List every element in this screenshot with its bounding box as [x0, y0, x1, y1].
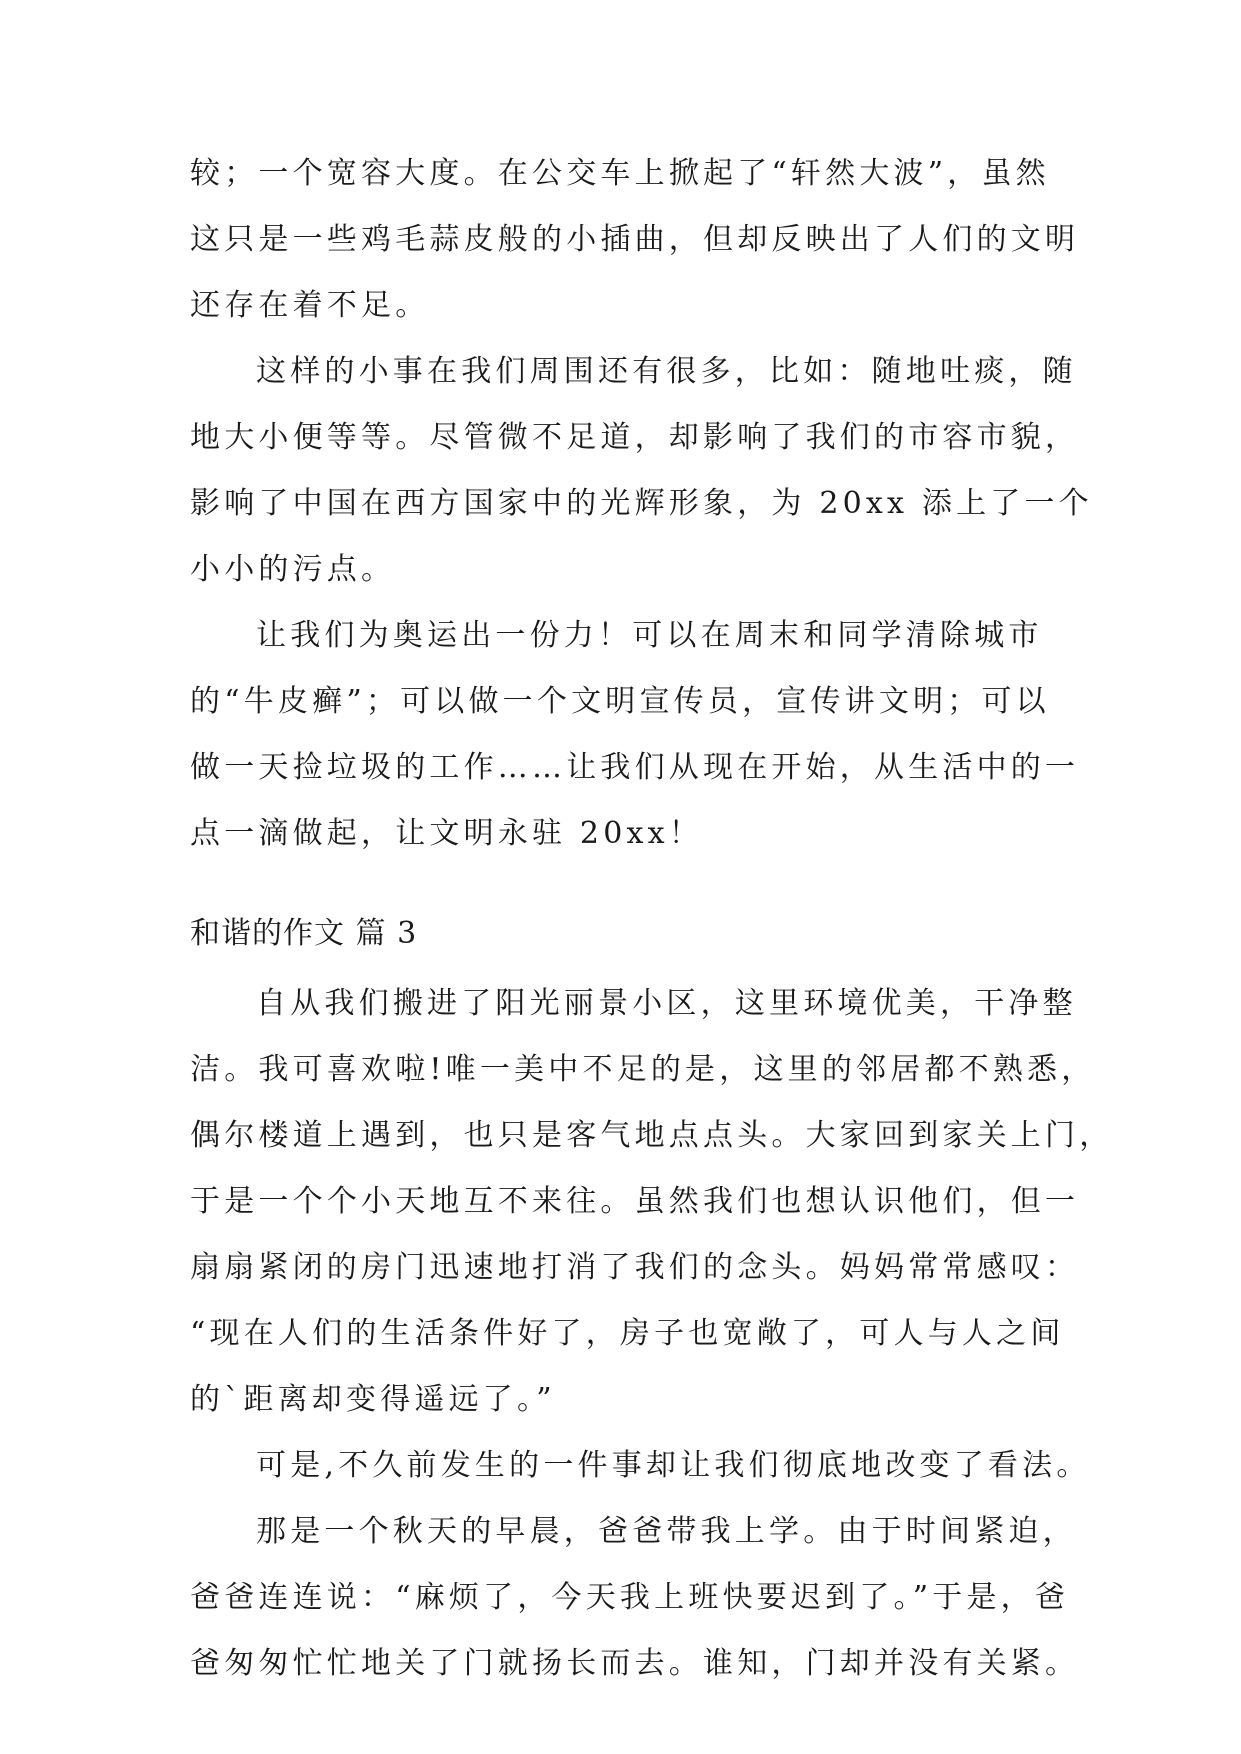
paragraph-line: 可是,不久前发生的一件事却让我们彻底地改变了看法。 — [256, 1448, 1091, 1483]
paragraph-line: 让我们为奥运出一份力！可以在周末和同学清除城市 — [256, 618, 1043, 653]
paragraph-line: 影响了中国在西方国家中的光辉形象，为 20xx 添上了一个 — [190, 486, 1093, 521]
paragraph-line: 爸匆匆忙忙地关了门就扬长而去。谁知，门却并没有关紧。 — [190, 1646, 1080, 1681]
paragraph-line: 自从我们搬进了阳光丽景小区，这里环境优美，干净整 — [256, 986, 1077, 1021]
paragraph-line: 小小的污点。 — [190, 552, 396, 587]
paragraph-line: 点一滴做起，让文明永驻 20xx！ — [190, 816, 703, 851]
paragraph-line: 地大小便等等。尽管微不足道，却影响了我们的市容市貌， — [190, 420, 1080, 455]
paragraph-line: 于是一个个小天地互不来往。虽然我们也想认识他们，但一 — [190, 1184, 1080, 1219]
paragraph-line: 扇扇紧闭的房门迅速地打消了我们的念头。妈妈常常感叹： — [190, 1250, 1080, 1285]
paragraph-line: 这只是一些鸡毛蒜皮般的小插曲，但却反映出了人们的文明 — [190, 222, 1080, 257]
paragraph-line: 还存在着不足。 — [190, 288, 430, 323]
paragraph-line: 那是一个秋天的早晨，爸爸带我上学。由于时间紧迫， — [256, 1514, 1077, 1549]
paragraph-line: 的`距离却变得遥远了。” — [190, 1382, 556, 1417]
paragraph-line: 偶尔楼道上遇到，也只是客气地点点头。大家回到家关上门， — [190, 1118, 1114, 1153]
section-heading: 和谐的作文 篇 3 — [190, 916, 418, 951]
paragraph-line: 洁。我可喜欢啦!唯一美中不足的是，这里的邻居都不熟悉， — [190, 1052, 1096, 1087]
paragraph-line: 较；一个宽容大度。在公交车上掀起了“轩然大波”，虽然 — [190, 156, 1050, 191]
paragraph-line: 这样的小事在我们周围还有很多，比如：随地吐痰，随 — [256, 354, 1077, 389]
paragraph-line: 爸爸连连说：“麻烦了，今天我上班快要迟到了。”于是，爸 — [190, 1580, 1070, 1615]
paragraph-line: 做一天捡垃圾的工作……让我们从现在开始，从生活中的一 — [190, 750, 1080, 785]
paragraph-line: “现在人们的生活条件好了，房子也宽敞了，可人与人之间 — [190, 1316, 1065, 1351]
paragraph-line: 的“牛皮癣”；可以做一个文明宣传员，宣传讲文明；可以 — [190, 684, 1050, 719]
